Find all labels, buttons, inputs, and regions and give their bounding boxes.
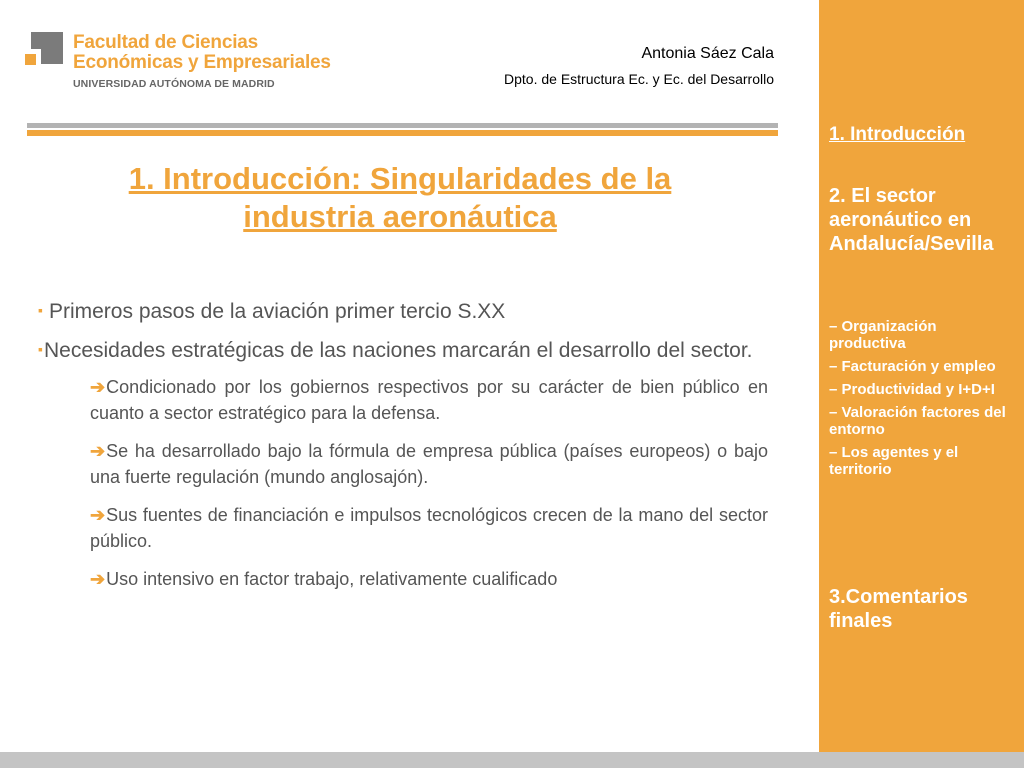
sub-point-text: Condicionado por los gobiernos respectivos por su carácter de bien público en cuanto a sector estratégico para la defensa.: [90, 377, 768, 423]
sidebar-item-sector-aeronautico[interactable]: 2. El sector aeronáutico en Andalucía/Sevilla: [829, 185, 994, 255]
logo-faculty-line2: Económicas y Empresariales: [73, 52, 331, 73]
sidebar-subitem-facturacion[interactable]: – Facturación y empleo: [829, 358, 996, 375]
sidebar-subitem-valoracion[interactable]: – Valoración factores del entorno: [829, 404, 1006, 438]
arrow-right-icon: ➔: [90, 377, 106, 397]
logo-faculty-line1: Facultad de Ciencias: [73, 32, 259, 53]
logo-university: UNIVERSIDAD AUTÓNOMA DE MADRID: [73, 78, 275, 90]
slide-content: [38, 296, 768, 604]
footer-bar: [0, 752, 1024, 768]
sidebar-subitem-organizacion[interactable]: – Organización productiva: [829, 318, 937, 352]
square-bullet-icon: ▪: [38, 341, 43, 357]
sub-point-text: Se ha desarrollado bajo la fórmula de empresa pública (países europeos) o bajo una fuerte regulación (mundo anglosajón).: [90, 441, 768, 487]
arrow-right-icon: ➔: [90, 505, 106, 525]
sub-point: [90, 374, 768, 426]
arrow-right-icon: ➔: [90, 441, 106, 461]
faculty-logo: [25, 32, 345, 92]
slide-title: 1. Introducción: Singularidades de la industria aeronáutica: [128, 161, 672, 234]
sub-point: [90, 502, 768, 554]
sidebar-subitems: [829, 318, 1009, 484]
sub-point-text: Sus fuentes de financiación e impulsos tecnológicos crecen de la mano del sector público.: [90, 505, 768, 551]
bullet-item: [38, 335, 768, 365]
logo-mark-icon: [25, 32, 63, 70]
sidebar-subitem-agentes[interactable]: – Los agentes y el territorio: [829, 444, 959, 478]
sidebar-item-comentarios[interactable]: 3.Comentarios finales: [829, 586, 968, 632]
bullet-text: Necesidades estratégicas de las naciones marcarán el desarrollo del sector.: [43, 339, 753, 362]
header-rule-orange: [27, 130, 778, 136]
header-rule-gray: [27, 123, 778, 128]
arrow-right-icon: ➔: [90, 569, 106, 589]
sidebar-item-introduccion[interactable]: 1. Introducción: [829, 124, 966, 145]
sidebar-outline: [819, 0, 1024, 752]
department-name: Dpto. de Estructura Ec. y Ec. del Desarrollo: [504, 71, 774, 87]
sidebar-subitem-productividad[interactable]: – Productividad y I+D+I: [829, 381, 995, 398]
sub-point: [90, 438, 768, 490]
sub-point-text: Uso intensivo en factor trabajo, relativamente cualificado: [106, 569, 558, 589]
square-bullet-icon: ▪: [38, 302, 43, 318]
bullet-text: Primeros pasos de la aviación primer tercio S.XX: [48, 300, 506, 323]
bullet-item: [38, 296, 768, 326]
sub-point: [90, 566, 768, 592]
author-name: Antonia Sáez Cala: [641, 45, 774, 62]
